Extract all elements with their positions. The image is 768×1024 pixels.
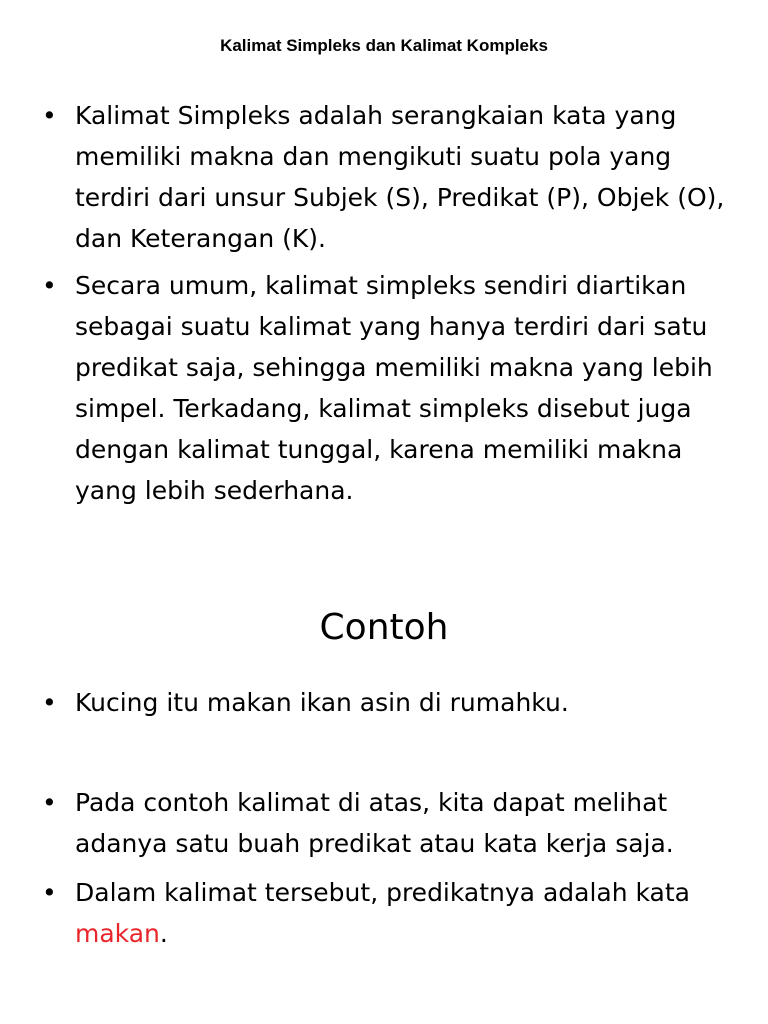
bullet-icon: • [42, 878, 57, 907]
list-item [38, 782, 728, 864]
list-item [38, 682, 728, 723]
bullet-text: Secara umum, kalimat simpleks sendiri diartikan sebagai suatu kalimat yang hanya terdiri dari satu predikat saja, sehingga memiliki makna yang lebih simpel. Terkadang, kalimat simpleks disebut juga dengan kalimat tunggal, karena memiliki makna yang lebih sederhana. [75, 271, 713, 505]
highlighted-word: makan [75, 919, 160, 948]
list-item [38, 95, 728, 259]
definition-list [38, 95, 728, 511]
bullet-icon: • [42, 788, 57, 817]
bullet-text: Kalimat Simpleks adalah serangkaian kata yang memiliki makna dan mengikuti suatu pola yang terdiri dari unsur Subjek (S), Predikat (P), Objek (O), dan Keterangan (K). [75, 101, 725, 253]
page-title: Kalimat Simpleks dan Kalimat Kompleks [220, 36, 548, 55]
list-item [38, 265, 728, 511]
bullet-text [75, 878, 690, 948]
bullet-icon: • [42, 271, 57, 300]
bullet-text-after: . [159, 919, 168, 948]
list-item [38, 872, 728, 954]
bullet-icon: • [42, 688, 57, 717]
bullet-text: Pada contoh kalimat di atas, kita dapat melihat adanya satu buah predikat atau kata kerja saja. [75, 788, 674, 858]
bullet-icon: • [42, 101, 57, 130]
example-list [38, 682, 728, 723]
section-heading: Contoh [319, 607, 449, 648]
bullet-text: Kucing itu makan ikan asin di rumahku. [75, 688, 569, 717]
bullet-text-before: Dalam kalimat tersebut, predikatnya adalah kata [75, 878, 690, 907]
explanation-list [38, 782, 728, 954]
